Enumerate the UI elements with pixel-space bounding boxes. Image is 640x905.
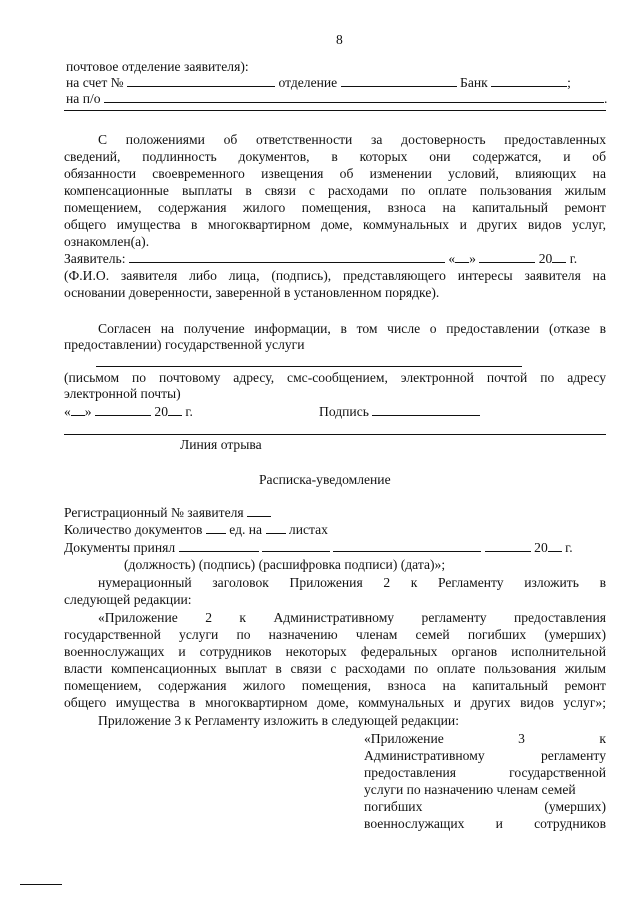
np-field[interactable] — [104, 90, 604, 103]
np-label: на п/о — [66, 91, 101, 106]
applicant-caption-1: (Ф.И.О. заявителя либо лица, (подпись), представляющего интересы заявителя на — [64, 268, 606, 283]
page-number: 8 — [336, 32, 343, 47]
consent-date-open: « — [64, 404, 71, 419]
consent-caption-2: электронной почты) — [64, 386, 181, 401]
amendment-p2-line-6: общего имущества в многоквартирном доме, коммунальных и других видов услуг»; — [64, 695, 606, 710]
sheets-field[interactable] — [266, 521, 286, 534]
responsibility-line-4: компенсационные выплаты в связи с расходами по оплате пользования жилым — [64, 183, 606, 198]
period: . — [603, 91, 608, 106]
consent-year-field[interactable] — [168, 403, 182, 416]
count-label: Количество документов — [64, 522, 203, 537]
amendment-p2-line-2: государственной услуги по назначению членам семей погибших (умерших) — [64, 627, 606, 642]
count-mid: ед. на — [229, 522, 263, 537]
applicant-label: Заявитель: — [64, 251, 126, 266]
date-receipt-field[interactable] — [485, 539, 531, 552]
consent-caption-1: (письмом по почтовому адресу, смс-сообщением, электронной почтой по адресу — [64, 370, 606, 385]
applicant-signature-line — [64, 250, 577, 267]
appendix-header-line-4: услуги по назначению членам семей — [364, 782, 576, 797]
appendix-header-line-5: погибших (умерших) — [364, 799, 606, 814]
footnote-separator — [20, 884, 62, 885]
amendment-p2-line-3: военнослужащих и сотрудников некоторых федеральных органов исполнительной — [64, 644, 606, 659]
applicant-caption-2: основании доверенности, заверенной в установленном порядке). — [64, 285, 440, 300]
appendix-header-line-3: предоставления государственной — [364, 765, 606, 780]
consent-month-field[interactable] — [95, 403, 151, 416]
amendment-p2-line-5: помещением, содержания жилого помещения, взноса на капитальный ремонт — [64, 678, 606, 693]
appendix-header-line-2: Административному регламенту — [364, 748, 606, 763]
applicant-field[interactable] — [129, 250, 445, 263]
separator-line — [64, 110, 606, 111]
signature-label: Подпись — [319, 404, 369, 419]
branch-field[interactable] — [341, 74, 457, 87]
consent-year-prefix: 20 — [154, 404, 168, 419]
np-line — [66, 90, 607, 107]
responsibility-line-2: сведений, подлинность документов, в которых они содержатся, и об — [64, 149, 606, 164]
account-label: на счет № — [66, 75, 124, 90]
branch-label: отделение — [278, 75, 338, 90]
tear-line-rule — [64, 434, 606, 435]
position-field[interactable] — [179, 539, 259, 552]
name-field[interactable] — [333, 539, 481, 552]
consent-line-1: Согласен на получение информации, в том числе о предоставлении (отказе в — [98, 321, 606, 336]
receipt-year-prefix: 20 — [534, 540, 548, 555]
consent-year-suffix: г. — [185, 404, 193, 419]
postal-office-label: почтовое отделение заявителя): — [66, 59, 249, 74]
amendment-p2-line-4: власти компенсационных выплат в связи с расходами по оплате пользования жилым — [64, 661, 606, 676]
appendix-header-line-1: «Приложение 3 к — [364, 731, 606, 746]
receipt-year-field[interactable] — [548, 539, 562, 552]
account-line — [66, 74, 571, 91]
year-field[interactable] — [552, 250, 566, 263]
accepted-caption: (должность) (подпись) (расшифровка подписи) (дата)»; — [124, 557, 446, 572]
date-day-field[interactable] — [455, 250, 469, 263]
count-end: листах — [288, 522, 328, 537]
count-field[interactable] — [206, 521, 226, 534]
consent-day-field[interactable] — [71, 403, 85, 416]
accepted-label: Документы принял — [64, 540, 176, 555]
account-field[interactable] — [127, 74, 275, 87]
appendix-header-line-6: военнослужащих и сотрудников — [364, 816, 606, 831]
date-open-quote: « — [448, 251, 456, 266]
bank-label: Банк — [460, 75, 488, 90]
responsibility-line-7: ознакомлен(а). — [64, 234, 150, 249]
year-prefix: 20 — [538, 251, 553, 266]
registration-field[interactable] — [247, 504, 271, 517]
registration-line — [64, 504, 271, 521]
consent-signature — [319, 403, 480, 420]
date-close-quote: » — [469, 251, 476, 266]
responsibility-line-1: С положениями об ответственности за достоверность предоставленных — [98, 132, 606, 147]
amendment-p1-line-2: следующей редакции: — [64, 592, 192, 607]
date-month-field[interactable] — [479, 250, 535, 263]
semicolon: ; — [567, 75, 571, 90]
consent-date-close: » — [84, 404, 92, 419]
responsibility-line-5: помещением, содержания жилого помещения, взноса на капитальный ремонт — [64, 200, 606, 215]
receipt-title: Расписка-уведомление — [259, 472, 391, 487]
receipt-year-suffix: г. — [565, 540, 573, 555]
registration-label: Регистрационный № заявителя — [64, 505, 244, 520]
consent-method-field[interactable] — [96, 366, 522, 367]
signature-field[interactable] — [372, 403, 480, 416]
amendment-p3: Приложение 3 к Регламенту изложить в следующей редакции: — [98, 713, 459, 728]
bank-field[interactable] — [491, 74, 567, 87]
tear-line-label: Линия отрыва — [180, 437, 262, 452]
responsibility-line-3: обязанности своевременного извещения об изменении условий, влияющих на — [64, 166, 606, 181]
amendment-p1-line-1: нумерационный заголовок Приложения 2 к Регламенту изложить в — [98, 575, 606, 590]
amendment-p2-line-1: «Приложение 2 к Административному регламенту предоставления — [98, 610, 606, 625]
year-suffix: г. — [569, 251, 578, 266]
consent-date-line — [64, 403, 193, 420]
document-count-line — [64, 521, 328, 538]
consent-line-2: предоставлении) государственной услуги — [64, 337, 305, 352]
signature-receipt-field[interactable] — [262, 539, 330, 552]
responsibility-line-6: общего имущества в многоквартирном доме, коммунальных и других видов услуг, — [64, 217, 606, 232]
accepted-line — [64, 539, 573, 556]
